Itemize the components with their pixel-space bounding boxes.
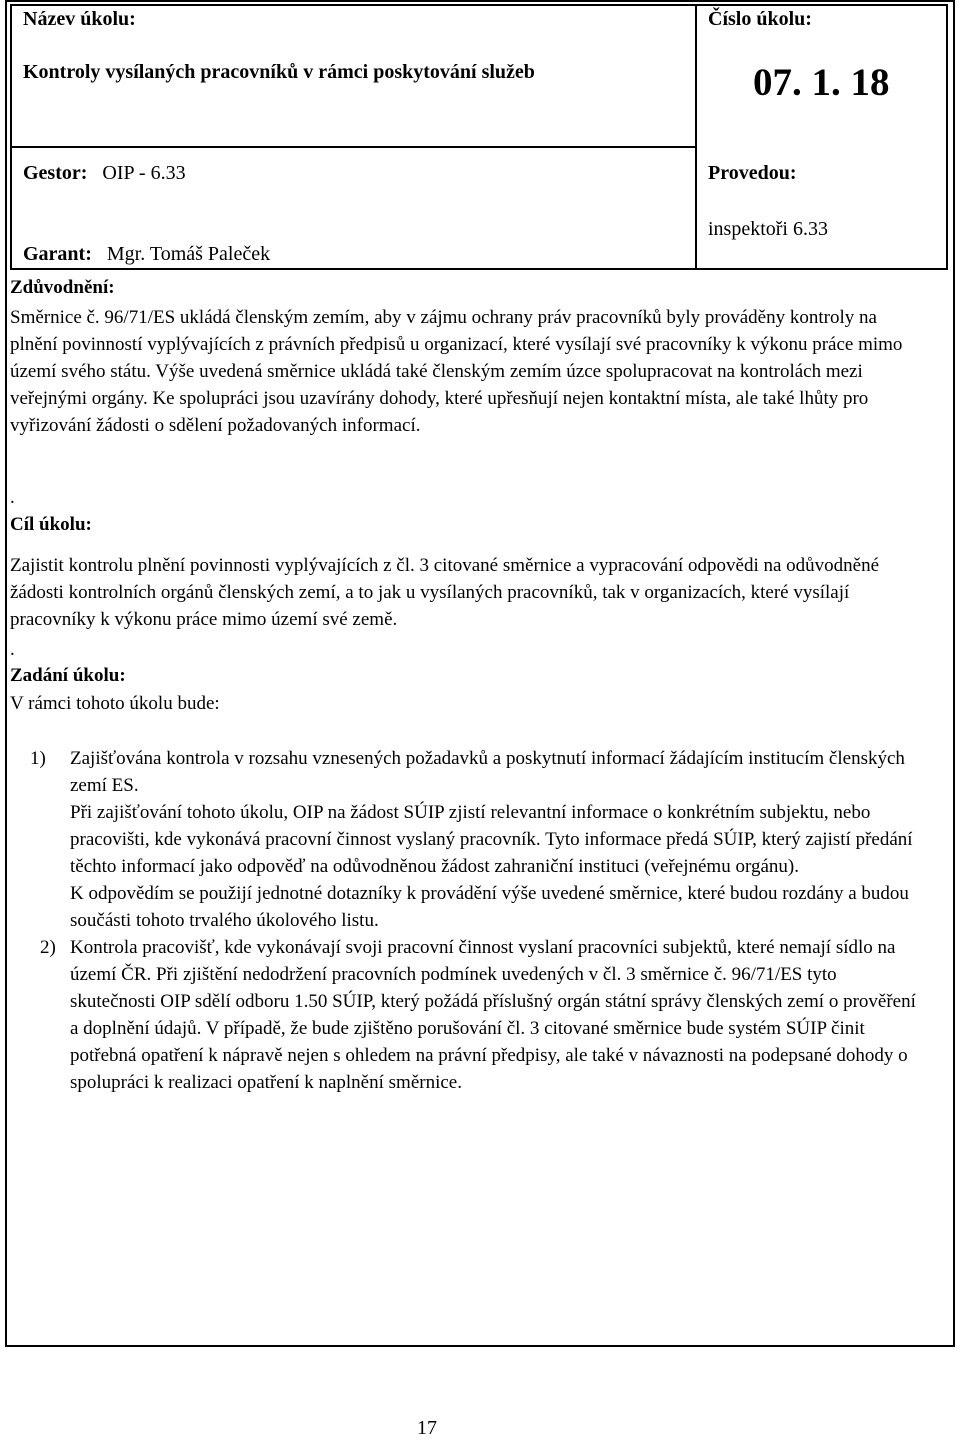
- list-item-paragraph: Kontrola pracovišť, kde vykonávají svoji pracovní činnost vyslaní pracovníci subjektů, které nemají sídlo na území ČR. Při zjištění nedodržení pracovních podmínek uvedených v čl. 3 směrnice č. 96/71/ES tyto skutečnosti OIP sdělí odboru 1.50 SÚIP, který požádá příslušný orgán státní správy členských zemí o prověření a doplnění údajů. V případě, že bude zjištěno porušování čl. 3 citované směrnice bude systém SÚIP činit potřebná opatření k nápravě nejen s ohledem na právní předpisy, ale také v návaznosti na podepsané dohody o spolupráci k realizaci opatření k naplnění směrnice.: [70, 937, 916, 1093]
- task-list: [30, 745, 920, 1096]
- list-item: [40, 934, 920, 1096]
- nazev-value: Kontroly vysílaných pracovníků v rámci poskytování služeb: [23, 61, 535, 83]
- gestor-label: Gestor:: [23, 162, 88, 184]
- cislo-value: 07. 1. 18: [753, 61, 890, 104]
- header-divider-vertical: [695, 4, 697, 270]
- list-item-number: 1): [30, 748, 46, 769]
- list-item-paragraph: K odpovědím se použijí jednotné dotazníky k provádění výše uvedené směrnice, které budou rozdány a budou součásti tohoto trvalého úkolového listu.: [70, 883, 909, 931]
- cil-text: Zajistit kontrolu plnění povinnosti vyplývajících z čl. 3 citované směrnice a vypracování odpovědi na odůvodněné žádosti kontrolních orgánů členských zemí, a to jak u vysílaných pracovníků, tak v organizacích, které vysílají pracovníky k výkonu práce mimo území své země.: [10, 555, 880, 630]
- provedou-value: inspektoři 6.33: [708, 218, 828, 240]
- nazev-label: Název úkolu:: [23, 8, 136, 30]
- provedou-label: Provedou:: [708, 162, 797, 184]
- gestor-value: OIP - 6.33: [102, 162, 186, 184]
- list-item: [30, 745, 920, 934]
- list-item-paragraph: Při zajišťování tohoto úkolu, OIP na žádost SÚIP zjistí relevantní informace o konkrétním subjektu, nebo pracovišti, kde vykonává pracovní činnost vyslaný pracovník. Tyto informace předá SÚIP, který zajistí předání těchto informací jako odpověď na odůvodněnou žádost zahraniční instituci (veřejnému orgánu).: [70, 802, 913, 877]
- list-item-paragraph: Zajišťována kontrola v rozsahu vznesených požadavků a poskytnutí informací žádajícím institucím členských zemí ES.: [70, 748, 905, 796]
- header-divider-horizontal: [10, 146, 697, 148]
- list-item-text: [70, 745, 920, 934]
- garant-row: [23, 243, 270, 266]
- gestor-row: [23, 162, 186, 185]
- list-item-number: 2): [40, 937, 56, 958]
- cislo-label: Číslo úkolu:: [708, 8, 812, 30]
- zduvodneni-text: Směrnice č. 96/71/ES ukládá členským zemím, aby v zájmu ochrany práv pracovníků byly prováděny kontroly na plnění povinností vyplývajících z právních předpisů u organizací, které vysílají své pracovníky k výkonu práce mimo území svého státu. Výše uvedená směrnice ukládá také členským zemím úzce spolupracovat na kontrolách mezi veřejnými orgány. Ke spolupráci jsou uzavírány dohody, které upřesňují nejen kontaktní místa, ale také lhůty pro vyřizování žádosti o sdělení požadovaných informací.: [10, 307, 903, 436]
- separator-dot-1: .: [10, 487, 15, 508]
- list-item-text: [70, 934, 920, 1096]
- garant-value: Mgr. Tomáš Paleček: [106, 243, 271, 265]
- page-number: 17: [417, 1417, 437, 1439]
- zduvodneni-heading: Zdůvodnění:: [10, 277, 115, 298]
- cil-heading: Cíl úkolu:: [10, 514, 92, 535]
- garant-label: Garant:: [23, 243, 92, 265]
- zadani-intro: V rámci tohoto úkolu bude:: [10, 693, 220, 714]
- separator-dot-2: .: [10, 639, 15, 660]
- zadani-heading: Zadání úkolu:: [10, 665, 126, 686]
